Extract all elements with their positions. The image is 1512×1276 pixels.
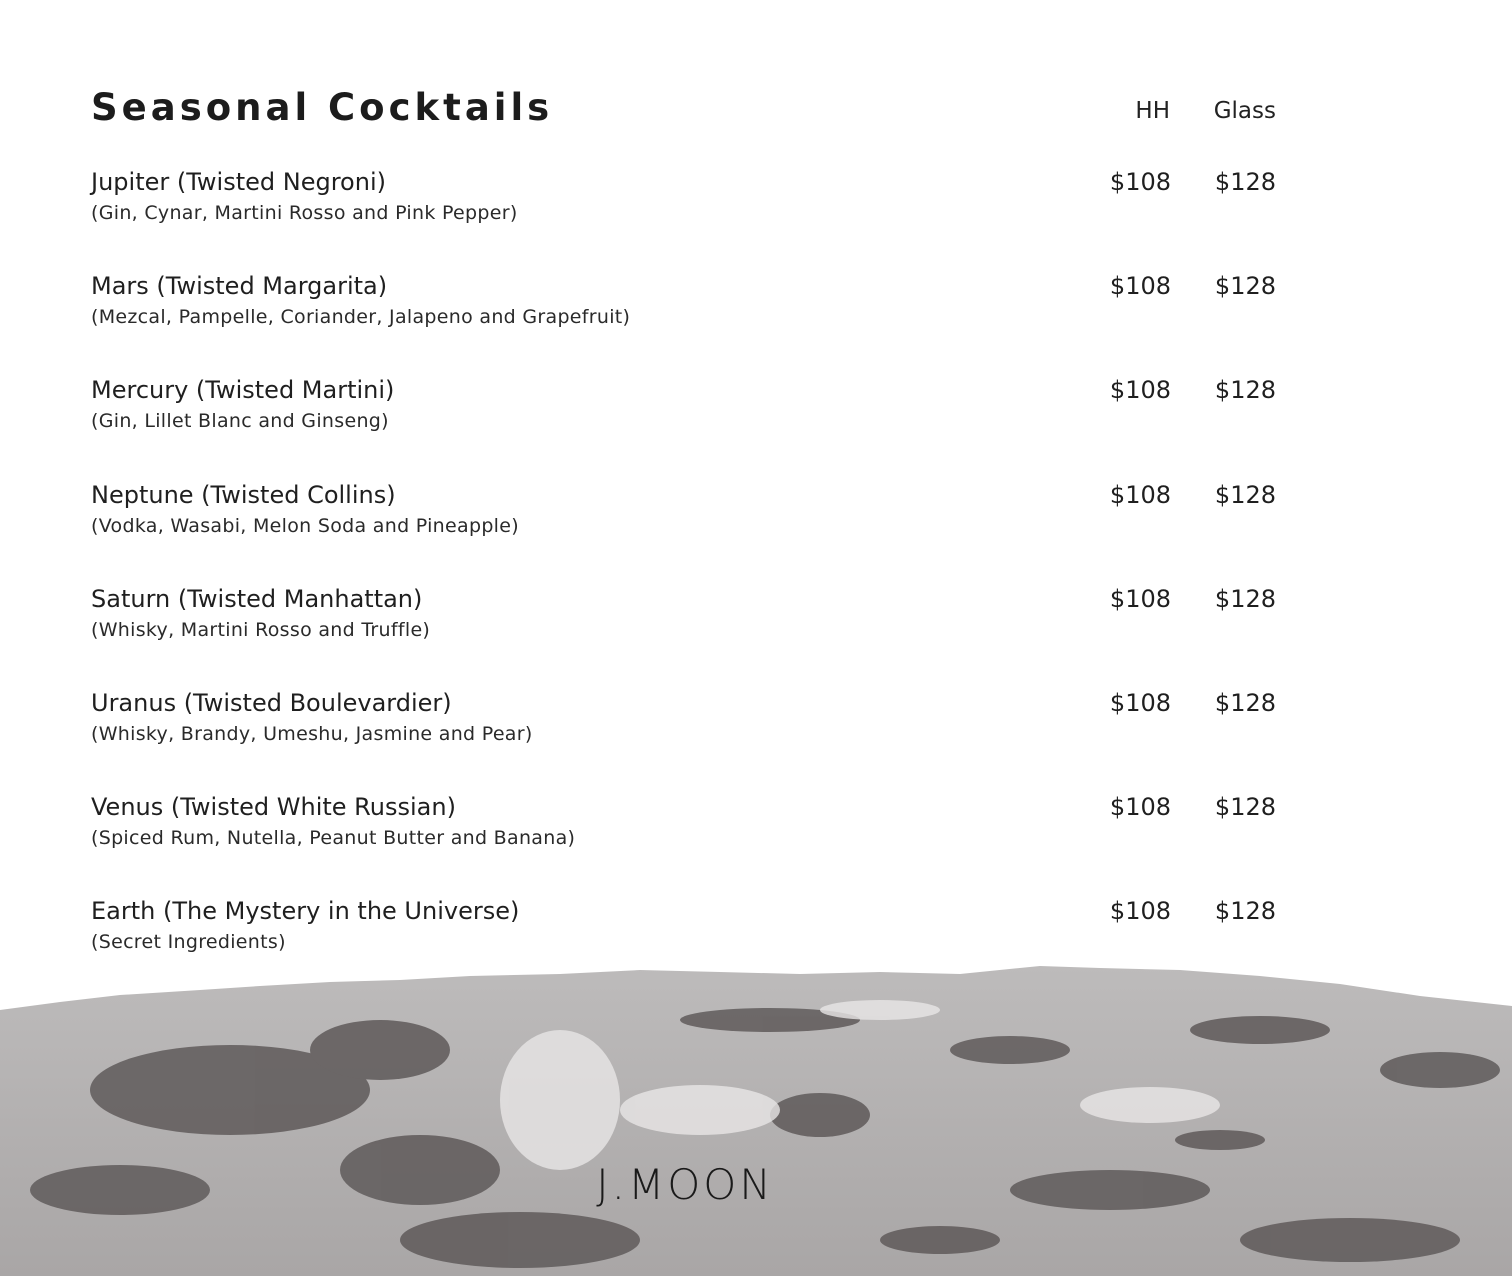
menu-item (91, 376, 1291, 456)
item-description: (Secret Ingredients) (91, 931, 286, 953)
price-glass: $128 (1214, 793, 1276, 821)
item-name: Jupiter (Twisted Negroni) (91, 168, 386, 196)
item-description: (Vodka, Wasabi, Melon Soda and Pineapple) (91, 515, 519, 537)
price-hh: $108 (1109, 376, 1171, 404)
price-glass: $128 (1214, 272, 1276, 300)
item-name: Mercury (Twisted Martini) (91, 376, 395, 404)
brand-logo: J.MOON (596, 1160, 774, 1209)
item-name: Earth (The Mystery in the Universe) (91, 897, 520, 925)
item-name: Saturn (Twisted Manhattan) (91, 585, 423, 613)
item-name: Venus (Twisted White Russian) (91, 793, 456, 821)
price-hh: $108 (1109, 272, 1171, 300)
price-hh: $108 (1109, 689, 1171, 717)
column-header-hh: HH (1135, 98, 1170, 124)
menu-item (91, 272, 1291, 352)
price-glass: $128 (1214, 481, 1276, 509)
price-glass: $128 (1214, 585, 1276, 613)
price-glass: $128 (1214, 168, 1276, 196)
price-hh: $108 (1109, 793, 1171, 821)
column-header-glass: Glass (1213, 98, 1276, 124)
item-description: (Spiced Rum, Nutella, Peanut Butter and Banana) (91, 827, 576, 849)
menu-item (91, 585, 1291, 665)
price-hh: $108 (1109, 585, 1171, 613)
item-name: Mars (Twisted Margarita) (91, 272, 388, 300)
price-hh: $108 (1109, 168, 1171, 196)
price-glass: $128 (1214, 897, 1276, 925)
menu-title: Seasonal Cocktails (91, 86, 554, 129)
item-description: (Gin, Cynar, Martini Rosso and Pink Pepper) (91, 202, 518, 224)
item-description: (Gin, Lillet Blanc and Ginseng) (91, 410, 389, 432)
item-description: (Whisky, Martini Rosso and Truffle) (91, 619, 431, 641)
price-glass: $128 (1214, 689, 1276, 717)
item-name: Neptune (Twisted Collins) (91, 481, 396, 509)
price-glass: $128 (1214, 376, 1276, 404)
menu-item (91, 689, 1291, 769)
moon-surface-illustration (0, 940, 1512, 1276)
item-description: (Whisky, Brandy, Umeshu, Jasmine and Pear) (91, 723, 533, 745)
menu-item (91, 481, 1291, 561)
price-hh: $108 (1109, 481, 1171, 509)
item-name: Uranus (Twisted Boulevardier) (91, 689, 452, 717)
menu-item (91, 793, 1291, 873)
price-hh: $108 (1109, 897, 1171, 925)
item-description: (Mezcal, Pampelle, Coriander, Jalapeno and Grapefruit) (91, 306, 631, 328)
menu-item (91, 168, 1291, 248)
